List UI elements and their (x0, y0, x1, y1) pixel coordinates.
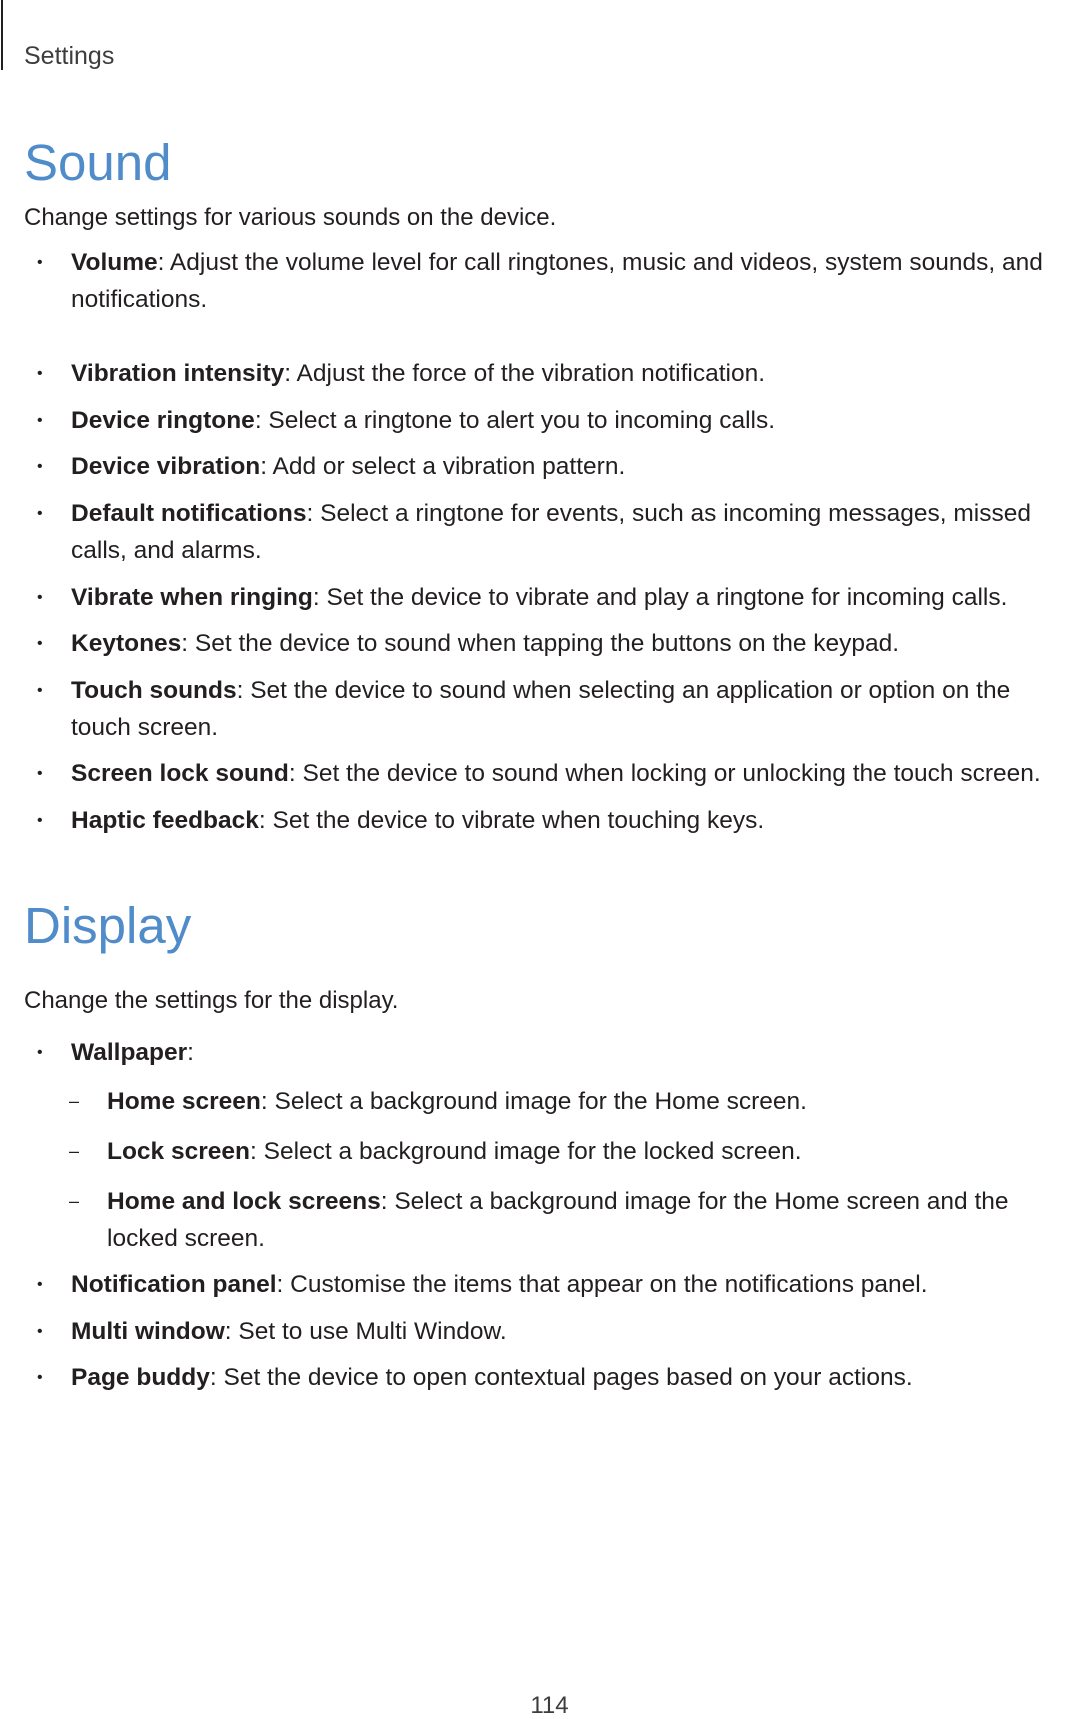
item-desc: : Select a background image for the Home screen and the locked screen. (107, 1188, 1009, 1252)
running-header: Settings (24, 42, 115, 70)
item-term: Device vibration (71, 453, 261, 480)
bullet: • (37, 1323, 43, 1340)
item-desc: : Set the device to sound when selecting an application or option on the touch screen. (71, 677, 1011, 741)
item-desc: : Set the device to sound when locking or unlocking the touch screen. (288, 760, 1041, 787)
sound-section-title: Sound (24, 134, 172, 191)
bullet: • (37, 635, 43, 652)
sound-section-intro: Change settings for various sounds on the device. (24, 204, 557, 231)
item-desc: : Add or select a vibration pattern. (260, 453, 626, 480)
item-desc: : Set the device to open contextual pages based on your actions. (209, 1364, 913, 1391)
item-term: Vibrate when ringing (71, 584, 313, 611)
item-term: Touch sounds (71, 677, 237, 704)
item-term: Keytones (71, 630, 182, 657)
item-term: Screen lock sound (71, 760, 289, 787)
item-desc: : Adjust the volume level for call ringtones, music and videos, system sounds, and notifications. (71, 249, 1043, 313)
item-term: Multi window (71, 1318, 225, 1345)
bullet: • (37, 1044, 43, 1061)
item-desc: : Select a background image for the locked screen. (250, 1138, 802, 1165)
display-section-intro: Change the settings for the display. (24, 987, 399, 1014)
item-desc: : Set the device to sound when tapping the buttons on the keypad. (181, 630, 900, 657)
dash: – (69, 1191, 80, 1211)
item-desc: : Set the device to vibrate when touching keys. (258, 807, 765, 834)
item-desc: : Select a ringtone to alert you to incoming calls. (254, 407, 776, 434)
bullet: • (37, 505, 43, 522)
item-term: Notification panel (71, 1271, 277, 1298)
item-desc: : Select a background image for the Home screen. (260, 1088, 807, 1115)
page-number (0, 1694, 1069, 1718)
dash: – (69, 1141, 80, 1161)
bullet: • (37, 412, 43, 429)
item-desc: : Adjust the force of the vibration notification. (284, 360, 766, 387)
item-term: Wallpaper (71, 1039, 188, 1066)
bullet: • (37, 812, 43, 829)
bullet: • (37, 765, 43, 782)
item-term: Default notifications (71, 500, 307, 527)
bullet: • (37, 458, 43, 475)
bullet: • (37, 365, 43, 382)
item-desc: : Select a ringtone for events, such as incoming messages, missed calls, and alarms. (71, 500, 1031, 564)
page-edge-rule (1, 0, 3, 70)
item-term: Volume (71, 249, 158, 276)
item-term: Page buddy (71, 1364, 210, 1391)
bullet: • (37, 589, 43, 606)
bullet: • (37, 682, 43, 699)
display-section-title: Display (24, 897, 192, 954)
item-desc: : Customise the items that appear on the notifications panel. (276, 1271, 928, 1298)
item-term: Haptic feedback (71, 807, 259, 834)
bullet: • (37, 254, 43, 271)
bullet: • (37, 1276, 43, 1293)
page-number-text: 114 (530, 1692, 569, 1719)
item-term: Vibration intensity (71, 360, 285, 387)
bullet: • (37, 1369, 43, 1386)
item-term: Device ringtone (71, 407, 255, 434)
item-term: Lock screen (107, 1138, 250, 1165)
item-desc: : Set the device to vibrate and play a ringtone for incoming calls. (312, 584, 1008, 611)
item-term: Home screen (107, 1088, 261, 1115)
item-term: Home and lock screens (107, 1188, 381, 1215)
item-desc: : (187, 1039, 194, 1066)
dash: – (69, 1091, 80, 1111)
item-desc: : Set to use Multi Window. (224, 1318, 507, 1345)
